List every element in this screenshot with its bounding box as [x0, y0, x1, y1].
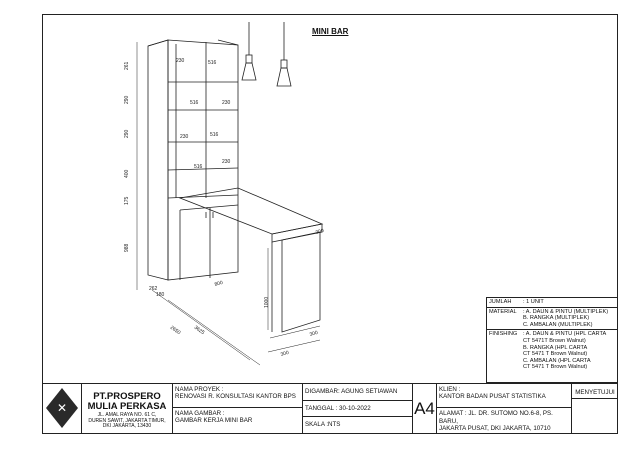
company-info — [82, 384, 172, 434]
dim-text: 290 — [124, 95, 130, 104]
dim-text: 230 — [222, 159, 231, 165]
dim-text: 300 — [279, 349, 290, 358]
dimension-lines — [137, 42, 320, 365]
svg-text:✕: ✕ — [56, 401, 68, 415]
company-address-3: DKI JAKARTA, 13430 — [102, 423, 152, 430]
client-info — [437, 384, 572, 434]
dim-text: 230 — [222, 100, 231, 106]
finishing-line: CT 5471 T Brown Walnut) — [523, 351, 588, 358]
client-label: KLIEN : — [439, 386, 461, 393]
jumlah-label: JUMLAH — [489, 299, 512, 305]
dim-text: 516 — [208, 60, 217, 66]
approve-label: MENYETUJUI — [572, 384, 618, 399]
project-value: RENOVASI R. KONSULTASI KANTOR BPS — [175, 393, 296, 400]
dim-text: 1000 — [264, 296, 270, 308]
dim-text: 516 — [210, 132, 219, 138]
dim-text: 400 — [124, 169, 130, 178]
dim-text: 516 — [190, 100, 199, 106]
drawing-name-label: NAMA GAMBAR : — [175, 410, 225, 417]
company-address-2: DUREN SAWIT, JAKARTA TIMUR, — [88, 417, 166, 424]
company-logo-icon — [42, 384, 82, 434]
drawing-scale: SKALA :NTS — [305, 421, 341, 429]
finishing-line: B. RANGKA (HPL CARTA — [523, 344, 588, 351]
pendant-lamp-right-icon — [277, 22, 291, 86]
drawn-by: DIGAMBAR: AGUNG SETIAWAN — [303, 384, 412, 401]
dim-text: 290 — [124, 129, 130, 138]
dim-text: 175 — [124, 196, 130, 205]
dim-text: 180 — [156, 292, 165, 298]
dim-text: 230 — [176, 58, 185, 64]
client-address-2: JAKARTA PUSAT, DKI JAKARTA, 10710 — [439, 425, 551, 432]
jumlah-value: : 1 UNIT — [523, 299, 544, 305]
paper-size: A4 — [413, 384, 437, 434]
finishing-line: C. AMBALAN (HPL CARTA — [523, 357, 591, 364]
dim-text: 261 — [124, 61, 130, 70]
finishing-label: FINISHING — [489, 331, 518, 338]
dim-text: 988 — [124, 243, 130, 252]
pendant-lamp-left-icon — [242, 22, 256, 80]
title-block — [42, 383, 618, 434]
finishing-line: : A. DAUN & PINTU (HPL CARTA — [523, 331, 607, 338]
project-info — [172, 384, 303, 434]
finishing-line: CT 5471T Brown Walnut) — [523, 337, 586, 344]
company-name-1: PT.PROSPERO — [93, 391, 161, 402]
project-label: NAMA PROYEK : — [175, 386, 224, 393]
approval-box — [572, 384, 618, 434]
dim-text: 3625 — [192, 324, 206, 337]
company-address-1: JL. AMAL RAYA NO. 61 C, — [97, 412, 157, 418]
drawing-meta — [303, 384, 413, 434]
dim-text: 230 — [180, 134, 189, 140]
dim-text: 800 — [213, 279, 224, 288]
material-line: B. RANGKA (MULTIPLEK) — [523, 315, 590, 322]
dim-text: 300 — [308, 329, 319, 338]
client-address-1: ALAMAT : JL. DR. SUTOMO NO.6-8, PS. BARU, — [439, 410, 553, 425]
specs-table — [486, 297, 618, 383]
dim-text: 516 — [194, 164, 203, 170]
finishing-line: CT 5471 T Brown Walnut) — [523, 364, 588, 371]
dim-text: 2650 — [168, 324, 182, 337]
client-value: KANTOR BADAN PUSAT STATISTIKA — [439, 393, 546, 400]
material-line: C. AMBALAN (MULTIPLEK) — [523, 321, 593, 328]
dim-text: 300 — [314, 227, 325, 236]
company-name-2: MULIA PERKASA — [87, 401, 167, 412]
drawing-name-value: GAMBAR KERJA MINI BAR — [175, 417, 253, 424]
drawing-title: MINI BAR — [312, 27, 349, 36]
dim-text: 262 — [149, 286, 158, 292]
material-label: MATERIAL — [489, 308, 517, 315]
material-line: : A. DAUN & PINTU (MULTIPLEK) — [523, 308, 609, 315]
bar-table — [180, 188, 322, 332]
drawing-date: TANGGAL : 30-10-2022 — [303, 401, 412, 418]
